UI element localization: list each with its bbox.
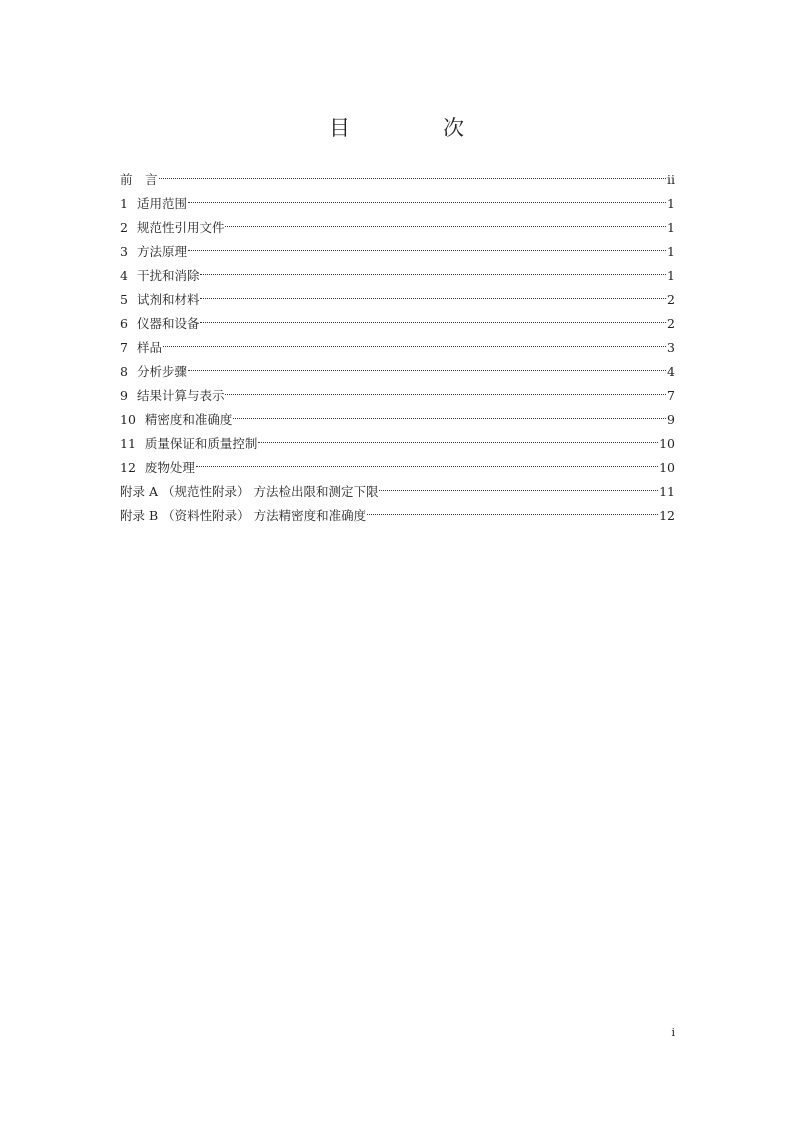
toc-entry-label: 方法原理 bbox=[136, 244, 187, 259]
toc-entry-number: 8 bbox=[120, 364, 128, 379]
toc-dot-leader bbox=[233, 404, 666, 424]
toc-entry-6[interactable] bbox=[120, 308, 675, 332]
toc-entry-page: 10 bbox=[659, 460, 675, 475]
toc-entry-foreword[interactable] bbox=[120, 164, 675, 188]
toc-entry-label: 试剂和材料 bbox=[136, 292, 200, 307]
toc-entry-number: 6 bbox=[120, 316, 128, 331]
toc-entry-label: 干扰和消除 bbox=[136, 268, 200, 283]
toc-dot-leader bbox=[200, 260, 666, 280]
toc-entry-2[interactable] bbox=[120, 212, 675, 236]
toc-entry-label: 仪器和设备 bbox=[136, 316, 200, 331]
toc-entry-page: 10 bbox=[659, 436, 675, 451]
toc-entry-label: 分析步骤 bbox=[136, 364, 187, 379]
toc-dot-leader bbox=[367, 500, 658, 520]
page-number: i bbox=[671, 1026, 675, 1039]
table-of-contents bbox=[120, 164, 675, 524]
toc-entry-appendix-b[interactable] bbox=[120, 500, 675, 524]
toc-entry-label: 前 言 bbox=[120, 172, 158, 187]
toc-entry-4[interactable] bbox=[120, 260, 675, 284]
toc-entry-page: ii bbox=[667, 172, 675, 187]
toc-entry-10[interactable] bbox=[120, 404, 675, 428]
toc-entry-label: 质量保证和质量控制 bbox=[144, 436, 258, 451]
toc-entry-page: 2 bbox=[667, 292, 675, 307]
toc-entry-number: 1 bbox=[120, 196, 128, 211]
toc-entry-label: 附录 A （规范性附录） 方法检出限和测定下限 bbox=[120, 484, 379, 499]
toc-entry-page: 2 bbox=[667, 316, 675, 331]
toc-entry-label: 适用范围 bbox=[136, 196, 187, 211]
toc-entry-label: 结果计算与表示 bbox=[136, 388, 225, 403]
toc-entry-9[interactable] bbox=[120, 380, 675, 404]
toc-entry-page: 1 bbox=[667, 196, 675, 211]
toc-dot-leader bbox=[200, 308, 666, 328]
toc-entry-number: 11 bbox=[120, 436, 136, 451]
toc-entry-page: 1 bbox=[667, 244, 675, 259]
toc-entry-11[interactable] bbox=[120, 428, 675, 452]
toc-entry-label: 规范性引用文件 bbox=[136, 220, 225, 235]
toc-entry-12[interactable] bbox=[120, 452, 675, 476]
toc-entry-number: 9 bbox=[120, 388, 128, 403]
toc-entry-number: 12 bbox=[120, 460, 136, 475]
toc-dot-leader bbox=[159, 164, 666, 184]
toc-dot-leader bbox=[188, 236, 666, 256]
toc-entry-number: 7 bbox=[120, 340, 128, 355]
page-title: 目 次 bbox=[329, 116, 500, 140]
toc-entry-label: 废物处理 bbox=[144, 460, 195, 475]
toc-entry-appendix-a[interactable] bbox=[120, 476, 675, 500]
toc-dot-leader bbox=[188, 188, 666, 208]
toc-entry-page: 12 bbox=[659, 508, 675, 523]
toc-entry-label: 样品 bbox=[136, 340, 162, 355]
toc-entry-page: 11 bbox=[659, 484, 675, 499]
toc-dot-leader bbox=[188, 356, 666, 376]
toc-entry-page: 1 bbox=[667, 268, 675, 283]
toc-entry-page: 1 bbox=[667, 220, 675, 235]
toc-entry-8[interactable] bbox=[120, 356, 675, 380]
toc-entry-page: 4 bbox=[667, 364, 675, 379]
toc-dot-leader bbox=[196, 452, 658, 472]
toc-dot-leader bbox=[379, 476, 658, 496]
toc-entry-5[interactable] bbox=[120, 284, 675, 308]
toc-entry-number: 3 bbox=[120, 244, 128, 259]
toc-dot-leader bbox=[258, 428, 658, 448]
toc-dot-leader bbox=[225, 380, 666, 400]
toc-entry-1[interactable] bbox=[120, 188, 675, 212]
toc-entry-page: 7 bbox=[667, 388, 675, 403]
toc-dot-leader bbox=[200, 284, 666, 304]
toc-entry-number: 4 bbox=[120, 268, 128, 283]
toc-entry-page: 9 bbox=[667, 412, 675, 427]
toc-dot-leader bbox=[225, 212, 666, 232]
toc-entry-label: 附录 B （资料性附录） 方法精密度和准确度 bbox=[120, 508, 367, 523]
toc-entry-number: 10 bbox=[120, 412, 136, 427]
toc-entry-label: 精密度和准确度 bbox=[144, 412, 233, 427]
toc-dot-leader bbox=[163, 332, 666, 352]
toc-entry-page: 3 bbox=[667, 340, 675, 355]
toc-entry-number: 2 bbox=[120, 220, 128, 235]
toc-entry-7[interactable] bbox=[120, 332, 675, 356]
toc-entry-number: 5 bbox=[120, 292, 128, 307]
toc-entry-3[interactable] bbox=[120, 236, 675, 260]
